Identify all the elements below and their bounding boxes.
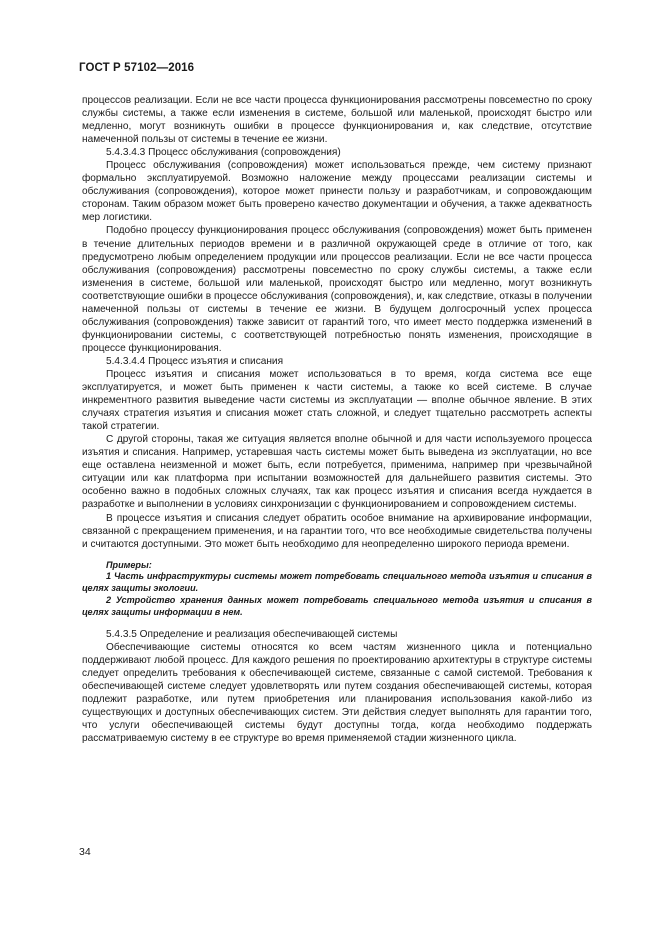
paragraph-disposal-3: В процессе изъятия и списания следует обратить особое внимание на архивирование информации, связанной с прекращением применения, и на гарантии того, что все необходимые свидетельства получены и считаются доступными. Это может быть необходимо для неопределенно широкого периода времени. (82, 512, 592, 550)
paragraph-disposal-1: Процесс изъятия и списания может использоваться в то время, когда система все еще эксплуатируется, и может быть применен к части системы, а также ко всей системе. В случае инкрементного развития выведение части системы из эксплуатации — вполне обычное явление. В этих случаях стратегия изъятия и списания может стать сложной, и следует тщательно рассмотреть аспекты такой стратегии. (82, 368, 592, 433)
examples-block (82, 560, 592, 619)
paragraph-enabling-systems: Обеспечивающие системы относятся ко всем частям жизненного цикла и потенциально поддерживают любой процесс. Для каждого решения по проектированию архитектуры в структуре системы следует определить требования к обеспечивающей системе, связанные с самой системой. Требования к обеспечивающей системе следует удовлетворять или путем создания обеспечивающей системы, которая подлежит разработке, или путем приобретения или планирования использования какой-либо из существующих и доступных обеспечивающих систем. Эти действия следует выполнять для гарантии того, что услуги обеспечивающей системы будут доступны тогда, когда необходимо поддержать рассматриваемую систему в ее структуре во время применяемой стадии жизненного цикла. (82, 641, 592, 744)
section-heading-5-4-3-4-3: 5.4.3.4.3 Процесс обслуживания (сопровождения) (106, 147, 341, 159)
paragraph-maintenance-1: Процесс обслуживания (сопровождения) может использоваться прежде, чем систему признают формально эксплуатируемой. Возможно наложение между процессами реализации системы и обслуживания (сопровождения), которое может принести пользу и разработчикам, и сопровождающим сторонам. Таким образом может быть проверено качество документации и обучения, а также адекватность мер логистики. (82, 160, 592, 224)
example-item: 2 Устройство хранения данных может потребовать специального метода изъятия и списания в целях защиты информации в нем. (82, 595, 592, 617)
document-header: ГОСТ Р 57102—2016 (79, 62, 195, 74)
page-body (82, 94, 592, 745)
section-heading-5-4-3-4-4: 5.4.3.4.4 Процесс изъятия и списания (106, 355, 284, 367)
paragraph-disposal-2: С другой стороны, такая же ситуация является вполне обычной и для части используемого процесса изъятия и списания. Например, устаревшая часть системы может быть выведена из эксплуатации, но все еще оставлена неизменной и может быть, если потребуется, применима, например при чрезвычайной ситуации или как платформа при испытании возможностей для дальнейшего развития системы. Это особенно важно в подобных сложных случаях, так как процесс изъятия и списания всегда нуждается в разработке и выполнении в условиях синхронизации с функционированием и сопровождением системы. (82, 434, 592, 511)
section-heading-5-4-3-5: 5.4.3.5 Определение и реализация обеспечивающей системы (106, 628, 398, 640)
example-item: 1 Часть инфраструктуры системы может потребовать специального метода изъятия и списания в целях защиты экологии. (82, 571, 592, 594)
paragraph-intro: процессов реализации. Если не все части процесса функционирования рассмотрены повсеместно по сроку службы системы, а также если изменения в системе, большой или маленькой, происходят быстро или медленно, могут возникнуть ошибки в процессе функционирования и, как следствие, отсутствие намеченной пользы от системы в течение ее жизни. (82, 95, 592, 146)
examples-title: Примеры: (106, 559, 152, 570)
paragraph-maintenance-2: Подобно процессу функционирования процесс обслуживания (сопровождения) может быть применен в течение длительных периодов времени и в различной окружающей среде в отличие от того, как предусмотрено любым определением продукции или процессов реализации. Если не все части процесса обслуживания (сопровождения) рассмотрены повсеместно по сроку службы системы, а также если изменения в системе, большой или маленькой, происходят быстро или медленно, могут возникнуть соответствующие ошибки в процессе обслуживания (сопровождения), и, как следствие, отказы в получении намеченной пользы от системы в течение ее жизни. В будущем долгосрочный успех процесса обслуживания (сопровождения) также зависит от гарантий того, что имеет место поддержка изменений в функционировании системы, с соответствующей потребностью понять изменения, происходящие в процессе функционирования. (82, 225, 592, 354)
page-number: 34 (79, 846, 91, 858)
